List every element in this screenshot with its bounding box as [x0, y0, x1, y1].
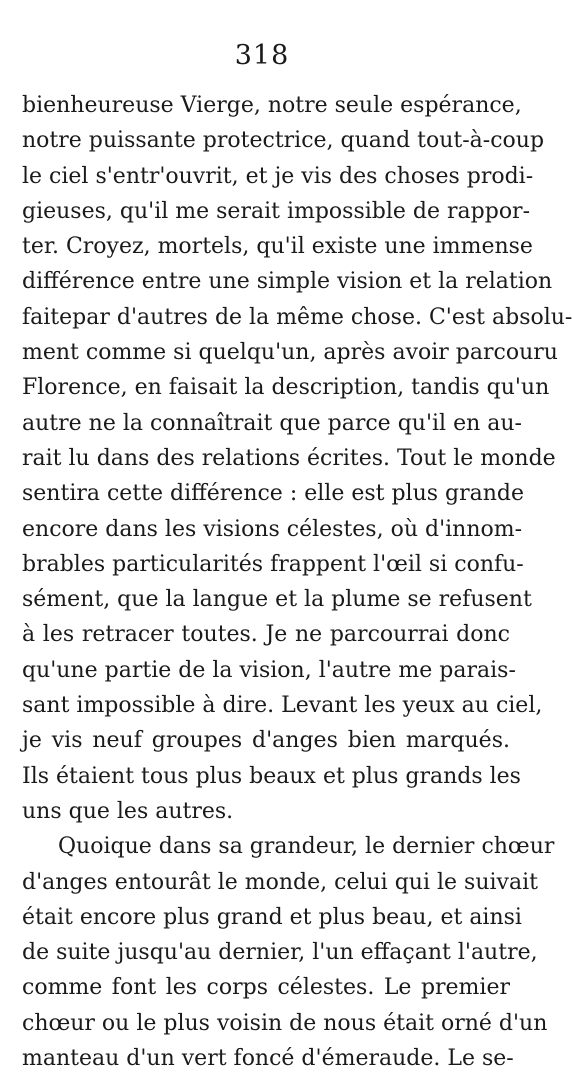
text-line: ment comme si quelqu'un, après avoir parcouru: [22, 340, 558, 366]
text-line: notre puissante protectrice, quand tout-à-coup: [22, 128, 545, 154]
text-line: encore dans les visions célestes, où d'innom-: [22, 516, 523, 542]
text-line: chœur ou le plus voisin de nous était orné d'un: [22, 1010, 548, 1036]
text-line: était encore plus grand et plus beau, et ainsi: [22, 904, 522, 930]
text-line: brables particularités frappent l'œil si confu-: [22, 551, 524, 577]
text-line: comme font les corps célestes. Le premier: [22, 975, 510, 1001]
text-line: d'anges entourât le monde, celui qui le suivait: [22, 869, 538, 895]
text-line: je vis neuf groupes d'anges bien marqués.: [22, 728, 510, 754]
text-line: différence entre une simple vision et la relation: [22, 269, 553, 295]
text-line: manteau d'un vert foncé d'émeraude. Le se-: [22, 1046, 514, 1072]
text-line: qu'une partie de la vision, l'autre me parais-: [22, 657, 516, 683]
text-line: Quoique dans sa grandeur, le dernier chœur: [58, 834, 555, 860]
text-line: à les retracer toutes. Je ne parcourrai donc: [22, 622, 510, 648]
text-line: faitepar d'autres de la même chose. C'est absolu-: [22, 304, 572, 330]
page-number: 318: [234, 40, 290, 71]
text-line: Ils étaient tous plus beaux et plus grands les: [22, 763, 521, 789]
text-line: sément, que la langue et la plume se refusent: [22, 587, 532, 613]
body-text: [22, 88, 572, 1076]
text-line: sentira cette différence : elle est plus grande: [22, 481, 525, 507]
text-line: de suite jusqu'au dernier, l'un effaçant l'autre,: [22, 940, 538, 966]
text-line: bienheureuse Vierge, notre seule espérance,: [22, 93, 522, 118]
text-line: uns que les autres.: [22, 798, 234, 824]
text-line: le ciel s'entr'ouvrit, et je vis des choses prodi-: [22, 163, 534, 189]
text-line: ter. Croyez, mortels, qu'il existe une immense: [22, 234, 533, 260]
text-line: rait lu dans des relations écrites. Tout le monde: [22, 445, 556, 471]
text-line: sant impossible à dire. Levant les yeux au ciel,: [22, 693, 543, 719]
text-line: Florence, en faisait la description, tandis qu'un: [22, 375, 550, 401]
text-line: gieuses, qu'il me serait impossible de rappor-: [22, 198, 531, 224]
text-line: autre ne la connaîtrait que parce qu'il en au-: [22, 410, 522, 436]
